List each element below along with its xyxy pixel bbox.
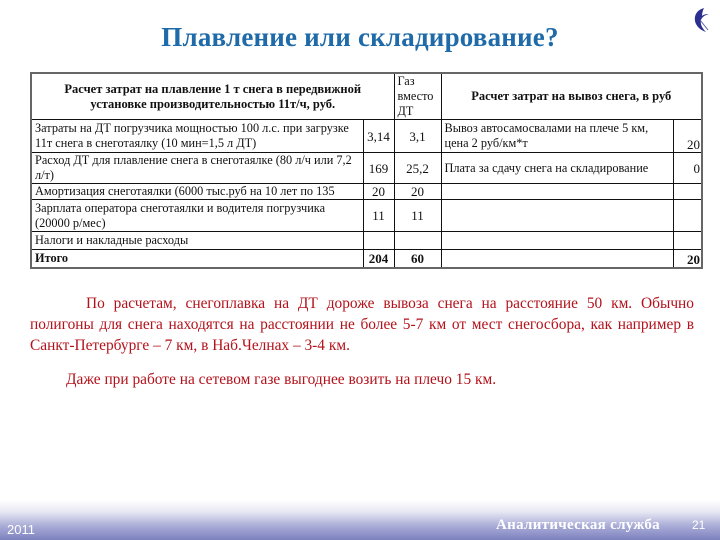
row-label: Налоги и накладные расходы (31, 232, 363, 250)
total-label: Итого (31, 250, 363, 268)
footer-year: 2011 (7, 522, 35, 537)
row-label: Зарплата оператора снеготаялки и водителя погрузчика (20000 р/мес) (31, 200, 363, 232)
gas-value (394, 232, 441, 250)
haul-label (441, 184, 673, 200)
dt-value: 20 (363, 184, 394, 200)
gas-value: 11 (394, 200, 441, 232)
footer-service-name: Аналитическая служба (496, 517, 660, 533)
haul-label: Вывоз автосамосвалами на плече 5 км, цена 2 руб/км*т (441, 120, 673, 153)
table-row (31, 200, 702, 232)
row-label: Расход ДТ для плавление снега в снеготаялке (80 л/ч или 7,2 л/т) (31, 153, 363, 184)
haul-value: 20 (673, 120, 702, 153)
dt-value: 169 (363, 153, 394, 184)
haul-total: 20 (673, 250, 702, 268)
slide-title: Плавление или складирование? (161, 22, 559, 52)
gas-note-paragraph: Даже при работе на сетевом газе выгоднее возить на плечо 15 км. (66, 371, 497, 388)
gas-total: 60 (394, 250, 441, 268)
haul-value (673, 232, 702, 250)
table-row (31, 184, 702, 200)
table-total-row (31, 250, 702, 268)
dt-value: 3,14 (363, 120, 394, 153)
haul-label (441, 250, 673, 268)
haul-label (441, 200, 673, 232)
row-label: Затраты на ДТ погрузчика мощностью 100 л.с. при загрузке 11т снега в снеготаялку (10 мин=1,5 л ДТ) (31, 120, 363, 153)
hauling-header: Расчет затрат на вывоз снега, в руб (441, 73, 702, 120)
melting-header: Расчет затрат на плавление 1 т снега в передвижной установке производительностью 11т/ч, руб. (31, 73, 394, 120)
haul-label (441, 232, 673, 250)
row-label: Амортизация снеготаялки (6000 тыс.руб на 10 лет по 135 (31, 184, 363, 200)
haul-value (673, 184, 702, 200)
table-row (31, 232, 702, 250)
dt-total: 204 (363, 250, 394, 268)
table-header-row (31, 73, 702, 120)
table-row (31, 120, 702, 153)
gas-header: Газ вместо ДТ (394, 73, 441, 120)
gas-value: 20 (394, 184, 441, 200)
gas-value: 3,1 (394, 120, 441, 153)
haul-label: Плата за сдачу снега на складирование (441, 153, 673, 184)
table-row (31, 153, 702, 184)
haul-value (673, 200, 702, 232)
gas-value: 25,2 (394, 153, 441, 184)
conclusion-paragraph: По расчетам, снегоплавка на ДТ дороже вывоза снега на расстояние 50 км. Обычно полигоны для снега находятся на расстоянии не более 5-7 км от мест снегосбора, как например в Санкт-Петербурге – 7 км, в Наб.Челнах – 3-4 км. (30, 295, 694, 354)
dt-value: 11 (363, 200, 394, 232)
page-number: 21 (692, 518, 706, 532)
haul-value: 0 (673, 153, 702, 184)
cost-comparison-table (30, 72, 703, 269)
dt-value (363, 232, 394, 250)
